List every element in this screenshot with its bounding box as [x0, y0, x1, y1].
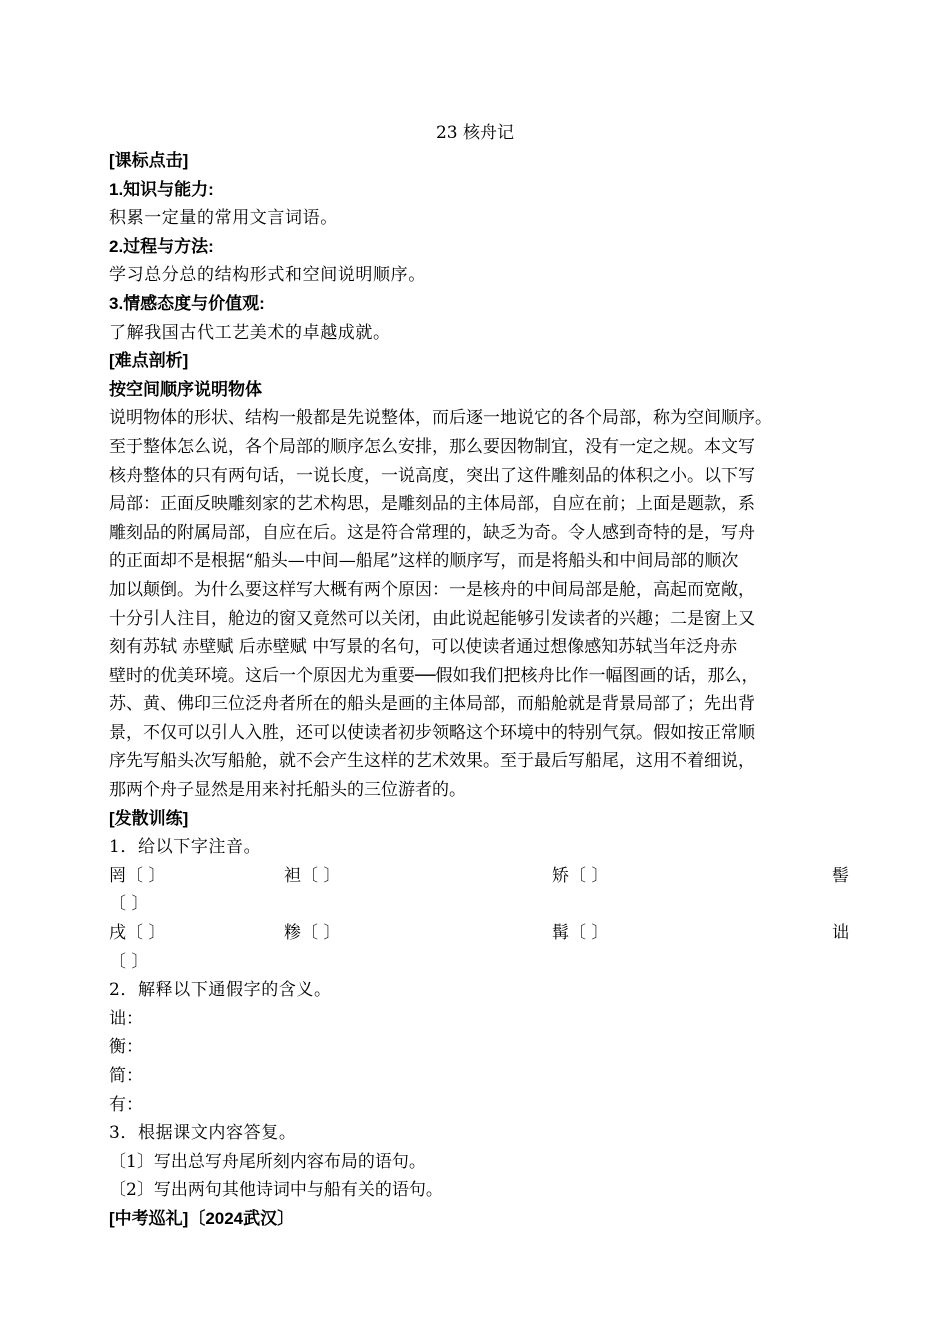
section-heading-zhongkao: [中考巡礼]〔2024武汉〕	[109, 1208, 295, 1228]
analysis-line: 十分引人注目，舱边的窗又竟然可以关闭，由此说起能够引发读者的兴趣；二是窗上又	[109, 608, 755, 629]
document-title: 23 核舟记	[435, 123, 515, 143]
q1-item: 糁〔 〕	[284, 923, 341, 944]
q3-prompt: 3．根据课文内容答复。	[109, 1123, 297, 1144]
objective-heading-1: 1.知识与能力:	[109, 179, 214, 199]
q1-item: 戌〔 〕	[109, 923, 166, 944]
analysis-line: 的正面却不是根据“船头—中间—船尾”这样的顺序写，而是将船头和中间局部的顺次	[109, 551, 739, 572]
section-heading-fasan: [发散训练]	[109, 808, 189, 828]
objective-text-2: 学习总分总的结构形式和空间说明顺序。	[109, 265, 426, 286]
q1-item: 髯〔 〕	[552, 923, 609, 944]
q1-item: 矫〔 〕	[552, 865, 609, 886]
analysis-line: 刻有苏轼 赤壁赋 后赤壁赋 中写景的名句，可以使读者通过想像感知苏轼当年泛舟赤	[109, 637, 738, 658]
q1-prompt: 1．给以下字注音。	[109, 837, 262, 858]
q1-row-2-continued: 〔 〕	[109, 951, 149, 972]
analysis-line: 苏、黄、佛印三位泛舟者所在的船头是画的主体局部，而船舱就是背景局部了；先出背	[109, 694, 755, 715]
analysis-line: 雕刻品的附属局部，自应在后。这是符合常理的，缺乏为奇。令人感到奇特的是，写舟	[109, 522, 755, 543]
content-column	[109, 147, 849, 1234]
objective-heading-2: 2.过程与方法:	[109, 236, 214, 256]
q3-item: 〔1〕写出总写舟尾所刻内容布局的语句。	[109, 1151, 426, 1172]
analysis-line: 核舟整体的只有两句话，一说长度，一说高度，突出了这件雕刻品的体积之小。以下写	[109, 465, 755, 486]
q1-row-1-continued: 〔 〕	[109, 894, 149, 915]
q2-item: 简：	[109, 1066, 143, 1086]
section-heading-kebiao: [课标点击]	[109, 151, 189, 170]
objective-text-3: 了解我国古代工艺美术的卓越成就。	[109, 322, 391, 343]
q1-item: 罔〔 〕	[109, 865, 166, 886]
q3-item: 〔2〕写出两句其他诗词中与船有关的语句。	[109, 1180, 443, 1201]
analysis-heading: 按空间顺序说明物体	[109, 379, 262, 399]
q2-prompt: 2．解释以下通假字的含义。	[109, 980, 332, 1001]
q2-item: 有：	[109, 1094, 143, 1115]
section-heading-nandian: [难点剖析]	[109, 351, 189, 371]
q2-item: 诎：	[109, 1008, 143, 1029]
objective-heading-3: 3.情感态度与价值观:	[109, 293, 265, 313]
analysis-line: 壁时的优美环境。这后一个原因尤为重要──假如我们把核舟比作一幅图画的话，那么，	[109, 665, 759, 686]
q1-item: 诎	[832, 923, 849, 944]
analysis-line: 局部：正面反映雕刻家的艺术构思，是雕刻品的主体局部，自应在前；上面是题款，系	[109, 494, 755, 515]
analysis-line: 景，不仅可以引人入胜，还可以使读者初步领略这个环境中的特别气氛。假如按正常顺	[109, 722, 755, 743]
q1-row-2	[109, 919, 849, 948]
analysis-line: 序先写船头次写船舱，就不会产生这样的艺术效果。至于最后写船尾，这用不着细说，	[109, 751, 755, 772]
analysis-line: 说明物体的形状、结构一般都是先说整体，而后逐一地说它的各个局部，称为空间顺序。	[109, 408, 772, 429]
q1-row-1	[109, 862, 849, 891]
analysis-line: 加以颠倒。为什么要这样写大概有两个原因：一是核舟的中间局部是舱，高起而宽敞，	[109, 579, 755, 600]
q2-item: 衡：	[109, 1037, 143, 1058]
objective-text-1: 积累一定量的常用文言词语。	[109, 208, 338, 229]
q1-item: 髻	[832, 865, 849, 886]
analysis-line: 那两个舟子显然是用来衬托船头的三位游者的。	[109, 780, 466, 801]
analysis-line: 至于整体怎么说，各个局部的顺序怎么安排，那么要因物制宜，没有一定之规。本文写	[109, 436, 755, 457]
q1-item: 袒〔 〕	[284, 865, 341, 886]
